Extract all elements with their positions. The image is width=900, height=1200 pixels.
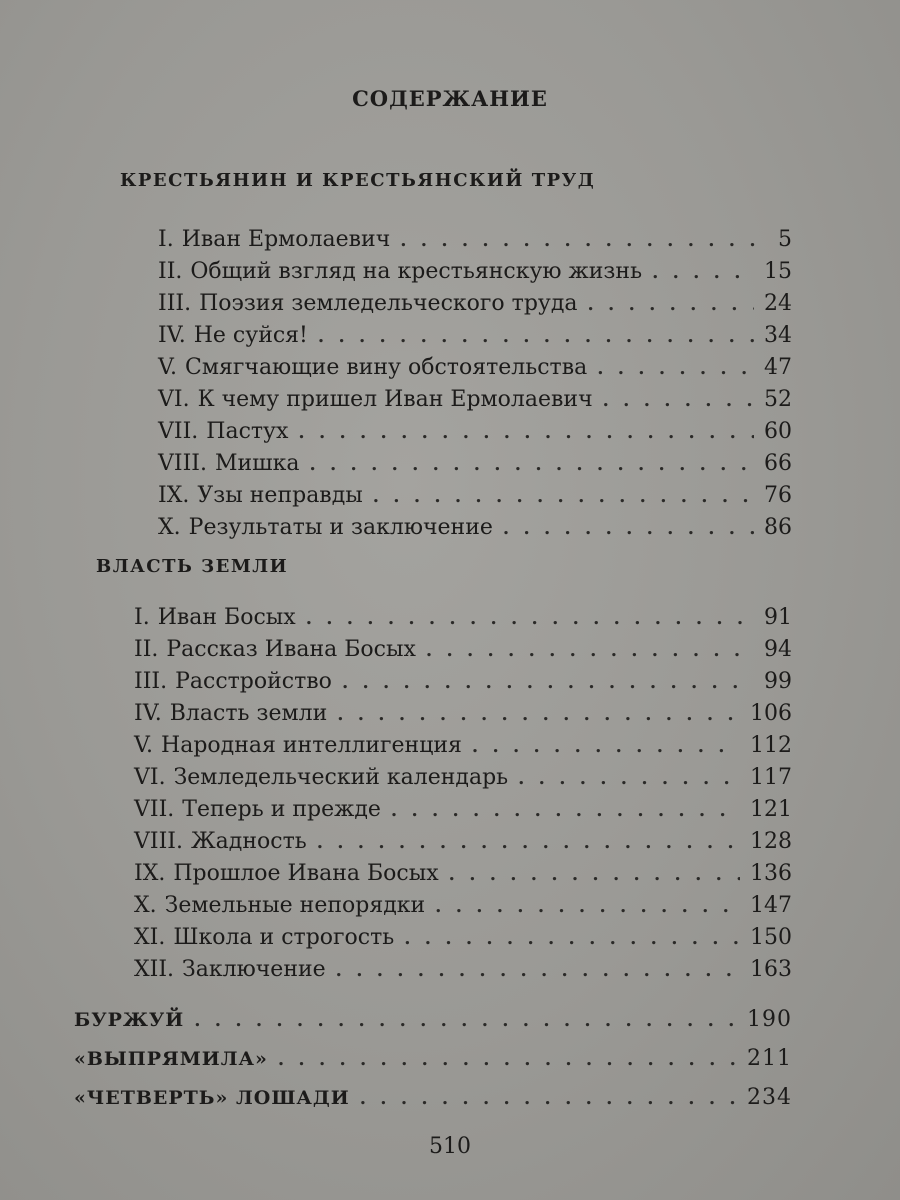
dot-leader — [652, 262, 754, 283]
dot-leader — [435, 896, 740, 917]
toc-entry-top[interactable] — [74, 1085, 792, 1117]
entry-title: Заключение — [182, 957, 326, 982]
entry-page: 147 — [750, 893, 792, 918]
dot-leader — [391, 800, 740, 821]
entry-title: Теперь и прежде — [182, 797, 381, 822]
entry-page: 150 — [750, 925, 792, 950]
toc-entry[interactable] — [158, 355, 792, 387]
toc-entry[interactable] — [134, 605, 792, 637]
dot-leader — [342, 672, 754, 693]
dot-leader — [318, 326, 754, 347]
dot-leader — [588, 294, 754, 315]
entry-title: Прошлое Ивана Босых — [173, 861, 439, 886]
entry-number: IV. — [134, 701, 162, 726]
entry-title: Жадность — [190, 829, 307, 854]
entry-title: Рассказ Ивана Босых — [166, 637, 416, 662]
dot-leader — [449, 864, 740, 885]
entry-page: 94 — [764, 637, 792, 662]
dot-leader — [194, 1010, 737, 1031]
dot-leader — [503, 518, 754, 539]
dot-leader — [472, 736, 740, 757]
entry-number: X. — [158, 515, 181, 540]
entry-number: VII. — [134, 797, 175, 822]
entry-page: 5 — [778, 227, 792, 252]
entry-title: «ВЫПРЯМИЛА» — [74, 1048, 268, 1070]
entry-title: Власть земли — [169, 701, 328, 726]
dot-leader — [400, 230, 758, 251]
entry-page: 117 — [750, 765, 792, 790]
dot-leader — [518, 768, 740, 789]
entry-title: Узы неправды — [197, 483, 363, 508]
entry-page: 190 — [747, 1007, 792, 1032]
toc-entry[interactable] — [134, 861, 792, 893]
dot-leader — [309, 454, 754, 475]
dot-leader — [603, 390, 754, 411]
entry-page: 60 — [764, 419, 792, 444]
entry-page: 99 — [764, 669, 792, 694]
toc-entry[interactable] — [158, 387, 792, 419]
entry-title: Результаты и заключение — [188, 515, 493, 540]
section-heading-2: ВЛАСТЬ ЗЕМЛИ — [96, 556, 289, 577]
dot-leader — [373, 486, 754, 507]
entry-number: VII. — [158, 419, 199, 444]
entry-page: 106 — [750, 701, 792, 726]
toc-entry-top[interactable] — [74, 1007, 792, 1039]
entry-title: Смягчающие вину обстоятельства — [185, 355, 588, 380]
entry-number: IV. — [158, 323, 186, 348]
entry-title: Пастух — [206, 419, 289, 444]
toc-entry[interactable] — [134, 829, 792, 861]
entry-page: 47 — [764, 355, 792, 380]
entry-number: XI. — [134, 925, 166, 950]
entry-page: 128 — [750, 829, 792, 854]
dot-leader — [360, 1088, 737, 1109]
entry-number: IX. — [134, 861, 166, 886]
entry-number: IX. — [158, 483, 190, 508]
entry-title: Земельные непорядки — [164, 893, 426, 918]
entry-number: X. — [134, 893, 157, 918]
entry-number: III. — [134, 669, 168, 694]
entry-title: «ЧЕТВЕРТЬ» ЛОШАДИ — [74, 1087, 350, 1109]
page-title: СОДЕРЖАНИЕ — [352, 86, 548, 111]
entry-title: Земледельческий календарь — [173, 765, 509, 790]
entry-number: V. — [134, 733, 154, 758]
toc-entry[interactable] — [158, 515, 792, 547]
entry-title: Школа и строгость — [173, 925, 395, 950]
entry-title: Иван Ермолаевич — [181, 227, 391, 252]
entry-title: Иван Босых — [157, 605, 296, 630]
entry-page: 76 — [764, 483, 792, 508]
section-heading-1: КРЕСТЬЯНИН И КРЕСТЬЯНСКИЙ ТРУД — [120, 170, 596, 191]
entry-number: I. — [158, 227, 174, 252]
entry-number: VI. — [158, 387, 190, 412]
entry-page: 15 — [764, 259, 792, 284]
entry-number: VI. — [134, 765, 166, 790]
toc-entry[interactable] — [158, 451, 792, 483]
entry-number: XII. — [134, 957, 175, 982]
entry-page: 112 — [750, 733, 792, 758]
dot-leader — [306, 608, 754, 629]
entry-page: 34 — [764, 323, 792, 348]
toc-entry[interactable] — [158, 259, 792, 291]
entry-number: III. — [158, 291, 192, 316]
toc-entry-top[interactable] — [74, 1046, 792, 1078]
entry-page: 66 — [764, 451, 792, 476]
dot-leader — [404, 928, 740, 949]
entry-page: 136 — [750, 861, 792, 886]
entry-number: I. — [134, 605, 150, 630]
entry-title: Мишка — [214, 451, 300, 476]
entry-page: 86 — [764, 515, 792, 540]
entry-title: Расстройство — [175, 669, 332, 694]
entry-number: VIII. — [134, 829, 183, 854]
toc-entry[interactable] — [134, 701, 792, 733]
entry-title: Не суйся! — [193, 323, 308, 348]
dot-leader — [337, 704, 740, 725]
entry-title: Общий взгляд на крестьянскую жизнь — [190, 259, 643, 284]
entry-page: 52 — [764, 387, 792, 412]
toc-entry[interactable] — [158, 227, 792, 259]
entry-number: II. — [158, 259, 183, 284]
toc-entry[interactable] — [158, 419, 792, 451]
dot-leader — [597, 358, 754, 379]
entry-number: V. — [158, 355, 178, 380]
toc-entry[interactable] — [134, 957, 792, 989]
toc-entry[interactable] — [134, 765, 792, 797]
entry-page: 234 — [747, 1085, 792, 1110]
entry-number: VIII. — [158, 451, 207, 476]
toc-entry[interactable] — [158, 291, 792, 323]
entry-title: Поэзия земледельческого труда — [199, 291, 578, 316]
dot-leader — [317, 832, 740, 853]
entry-page: 91 — [764, 605, 792, 630]
toc-entry[interactable] — [134, 925, 792, 957]
page-number: 510 — [429, 1134, 471, 1159]
dot-leader — [298, 422, 754, 443]
entry-page: 24 — [764, 291, 792, 316]
entry-page: 163 — [750, 957, 792, 982]
entry-number: II. — [134, 637, 159, 662]
toc-entry[interactable] — [134, 797, 792, 829]
dot-leader — [426, 640, 754, 661]
toc-entry[interactable] — [134, 893, 792, 925]
toc-entry[interactable] — [134, 733, 792, 765]
toc-entry[interactable] — [134, 669, 792, 701]
toc-entry[interactable] — [158, 483, 792, 515]
entry-title: К чему пришел Иван Ермолаевич — [197, 387, 593, 412]
entry-title: БУРЖУЙ — [74, 1009, 185, 1031]
dot-leader — [278, 1049, 737, 1070]
dot-leader — [336, 960, 740, 981]
entry-title: Народная интеллигенция — [161, 733, 462, 758]
entry-page: 211 — [747, 1046, 792, 1071]
toc-entry[interactable] — [158, 323, 792, 355]
toc-entry[interactable] — [134, 637, 792, 669]
entry-page: 121 — [750, 797, 792, 822]
